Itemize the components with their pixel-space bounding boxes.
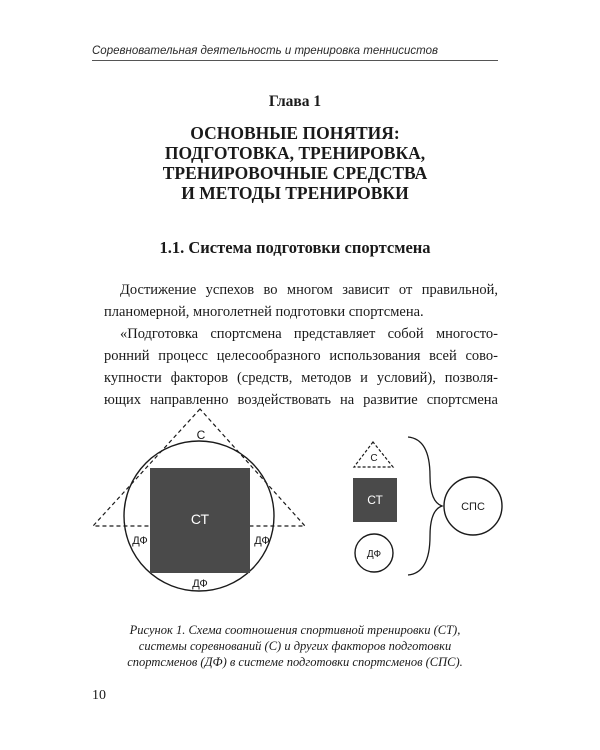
paragraph-line: ющих направленно воздействовать на развитие спортсмена (104, 392, 498, 408)
header-rule (92, 60, 498, 61)
paragraph-line: Достижение успехов во многом зависит от правильной, (120, 282, 498, 298)
body-text (104, 279, 498, 411)
caption-line: спортсменов (ДФ) в системе подготовки спортсменов (СПС). (127, 655, 463, 669)
caption-line: Рисунок 1. Схема соотношения спортивной тренировки (СТ), (129, 623, 461, 637)
right-side-label: ДФ (254, 535, 270, 547)
chapter-title-line: И МЕТОДЫ ТРЕНИРОВКИ (181, 183, 409, 203)
caption-line: системы соревнований (С) и других факторов подготовки (138, 639, 452, 653)
running-header: Соревновательная деятельность и тренировка теннисистов (92, 45, 439, 57)
chapter-title-line: ПОДГОТОВКА, ТРЕНИРОВКА, (164, 143, 426, 163)
chapter-title (92, 123, 498, 203)
chapter-title-line: ОСНОВНЫЕ ПОНЯТИЯ: (190, 123, 400, 143)
figure-svg (86, 406, 506, 616)
section-title: 1.1. Система подготовки спортсмена (159, 238, 431, 257)
curly-brace (408, 437, 442, 575)
figure-caption (92, 622, 498, 670)
left-square-label: СТ (190, 511, 210, 527)
left-triangle-label: С (196, 428, 206, 442)
page-number: 10 (92, 688, 106, 703)
figure-diagram (86, 406, 506, 616)
chapter-title-line: ТРЕНИРОВОЧНЫЕ СРЕДСТВА (162, 163, 428, 183)
chapter-label: Глава 1 (268, 93, 322, 110)
paragraph-line: купности факторов (средств, методов и условий), позволя- (104, 370, 498, 386)
small-circle-label: ДФ (366, 549, 382, 560)
sps-label: СПС (461, 501, 485, 513)
paragraph-line: планомерной, многолетней подготовки спортсмена. (104, 304, 424, 320)
left-side-label: ДФ (132, 535, 148, 547)
small-square-label: СТ (367, 493, 383, 507)
paragraph-line: ронний процесс целесообразного использования всей сово- (104, 348, 498, 364)
paragraph-line: «Подготовка спортсмена представляет собой многосто- (120, 326, 498, 342)
bottom-label: ДФ (192, 578, 208, 590)
small-triangle-label: С (370, 453, 378, 464)
